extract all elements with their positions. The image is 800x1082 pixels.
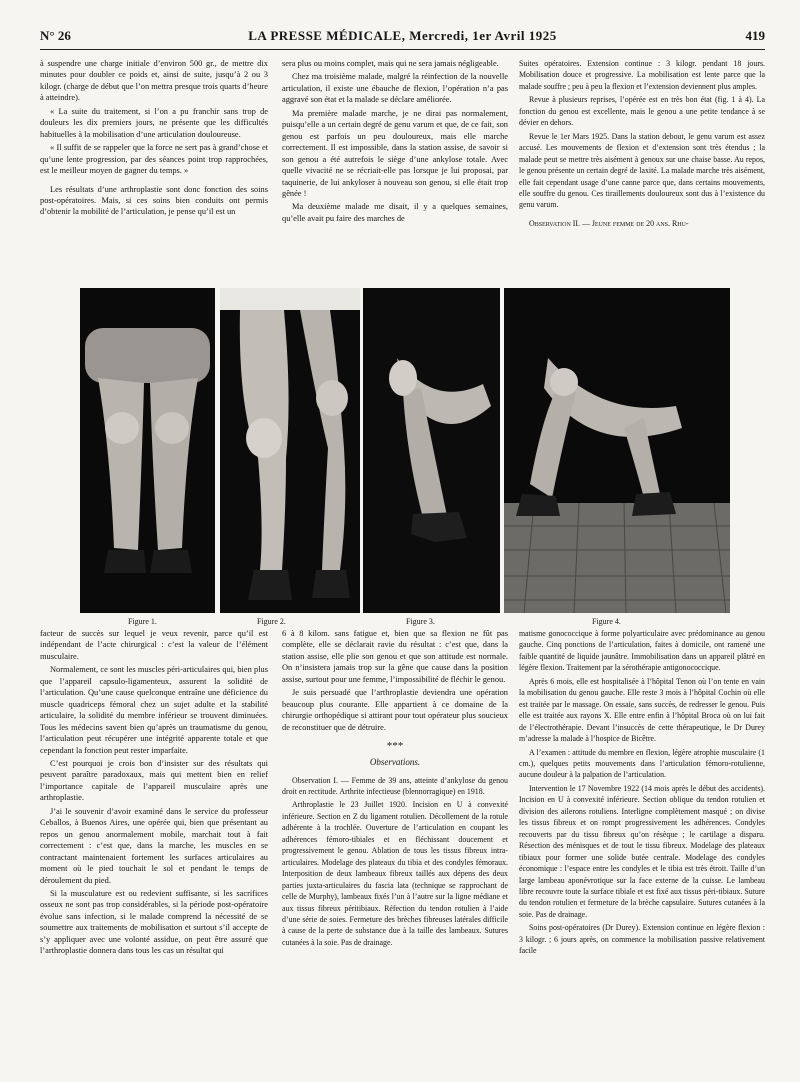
figure-1-photo: [80, 288, 215, 613]
journal-title: LA PRESSE MÉDICALE, Mercredi, 1er Avril 1925: [248, 28, 557, 43]
column-3-bottom: [519, 628, 765, 1068]
figure-4-photo: [504, 288, 730, 613]
figure-strip: [80, 288, 730, 613]
paragraph: Suites opératoires. Extension continue : 3 kilogr. pendant 18 jours. Mobilisation douce et progressive. La mobilisation est lente parce que la malade souffre ; peu à peu la flexion et l’extension deviennent plus amples.: [519, 59, 765, 91]
column-2-bottom: [282, 628, 508, 1068]
section-heading: Observations.: [369, 757, 421, 768]
paragraph: Soins post-opératoires (Dr Durey). Extension continue en légère flexion : 3 kilogr. ; 6 jours après, on commence la mobilisation passive relativement facile: [519, 923, 765, 956]
paragraph: C’est pourquoi je crois bon d’insister sur des résultats qui peuvent paraître paradoxaux, mais qui mettent bien en relief l’importance capitale de l’appareil musculaire après une arthroplastie.: [40, 758, 268, 803]
paragraph: Intervention le 17 Novembre 1922 (14 mois après le début des accidents). Incision en U à convexité inférieure. Section oblique du tendon rotulien et division des ailerons rotuliens. Interligne complètement masqué ; on divise les tissus fibreux et on rompt progressivement les adhérences. Condyles recouverts par du tissu fibreux qu’on résèque ; le cartilage a disparu. Résection des ménisques et de tout le tissu fibreux. Modelage des plateaux tibiaux pour former une solide butée centrale. Modelage des condyles économique : l’espace entre les condyles et le tibia est très étroit. Taille d’un large lambeau aponévrotique sur la face externe de la cuisse. Le lambeau libre recouvre toute la surface tibiale et est fixé aux tissus péri-tibiaux. Suture du tendon rotulien et fermeture de la brèche capsulaire. Sutures cutanées à la soie. Pas de drainage.: [519, 783, 765, 919]
paragraph: Je suis persuadé que l’arthroplastie deviendra une opération beaucoup plus courante. Elle appartient à ce domaine de la chirurgie orthopédique si attirant pour tout opérateur plus soucieux de reconstituer que de détruire.: [282, 688, 508, 732]
paragraph: Les résultats d’une arthroplastie sont donc fonction des soins post-opératoires. Mais, si ces soins bien conduits ont permis d’obtenir la mobilité de l’articulation, je pense qu’il est un: [40, 184, 268, 217]
column-2-top: [282, 58, 508, 283]
paragraph: Revue à plusieurs reprises, l’opérée est en très bon état (fig. 1 à 4). La fonction du genou est excellente, mais le genou a une petite tendance à se dévier en dehors.: [519, 95, 765, 128]
page-header: [40, 28, 765, 48]
column-1-bottom: [40, 628, 268, 1068]
paragraph: Ma deuxième malade me disait, il y a quelques semaines, qu’elle avait pu faire des marches de: [282, 202, 508, 223]
paragraph: facteur de succès sur lequel je veux revenir, parce qu’il est indépendant de l’acte chirurgical : c’est la valeur de l’élément musculaire.: [40, 629, 268, 661]
figure-2-caption: Figure 2.: [257, 617, 286, 626]
paragraph: 6 à 8 kilom. sans fatigue et, bien que sa flexion ne fût pas complète, elle se déclarait ravie du résultat : c’est que, dans la station assise, elle plie son genou et que son attitude est normale. On n’insistera jamais trop sur la gêne que cause dans la position assise, surtout pour une femme, l’impossibilité de fléchir le genou.: [282, 629, 508, 684]
figure-3-photo: [363, 288, 500, 613]
paragraph: matisme gonococcique à forme polyarticulaire avec prédominance au genou gauche. Cinq ponctions de l’articulation, faites à domicile, ont ramené une faible quantité de liquide jaunâtre. Immobilisation dans un appareil plâtré en légère flexion. Traitement par la sérothérapie antigonococcique.: [519, 629, 765, 673]
paragraph: J’ai le souvenir d’avoir examiné dans le service du professeur Ceballos, à Buenos Aires, une opérée qui, bien que présentant au repos un genou anormalement mobile, marchait tout à fait correctement : c’est que, dans la marche, les muscles en se contractant maintenaient fortement les surfaces articulaires au moment où le pied touchait le sol et pendant le temps de déroulement du pied.: [40, 806, 268, 885]
paragraph: Si la musculature est ou redevient suffisante, si les sacrifices osseux ne sont pas trop considérables, si la période post-opératoire évolue sans infection, si le malade comprend la nécessité de se soumettre aux traitements de mobilisation et surtout s’il accepte de s’y appliquer avec une volonté assidue, on peut être assuré que l’arthroplastie donnera dans tous les cas un résultat qui: [40, 888, 268, 956]
column-3-top: [519, 58, 765, 283]
paragraph: à suspendre une charge initiale d’environ 500 gr., de mettre dix minutes pour doubler ce poids et, ainsi de suite, jusqu’à 2 ou 3 kilogr. (charge de début que l’on mettra presque trois quarts d’heure à atteindre).: [40, 59, 268, 103]
paragraph: « La suite du traitement, si l’on a pu franchir sans trop de douleurs les dix premiers jours, ne présente que les difficultés habituelles à la mobilisation d’une articulation douloureuse.: [40, 106, 268, 139]
paragraph: Ma première malade marche, je ne dirai pas normalement, puisqu’elle a un certain degré de genu varum et que, de ce fait, son genou est parfois un peu douloureux, mais elle marche correctement. Il est impossible, dans la station assise, de savoir si son genou a été autrefois le siège d’une ankylose totale. Avec quelle vivacité ne se récriait-elle pas lorsque je lui proposai, par taquinerie, de lui ankyloser à nouveau son genou, si elle était trop gênée !: [282, 108, 508, 198]
figure-2-photo: [220, 288, 360, 613]
column-1-top: [40, 58, 268, 283]
figure-3-caption: Figure 3.: [406, 617, 435, 626]
page-number-right: 419: [745, 28, 765, 43]
header-rule: [40, 49, 765, 50]
paragraph: Normalement, ce sont les muscles péri-articulaires qui, bien plus que l’appareil capsulo-ligamenteux, assurent la solidité de l’articulation. Qu’une cause quelconque entraîne une déficience du muscle quadriceps fémoral chez un sujet adulte et la stabilité articulaire, la solidité du membre inférieur se trouvent diminuées. Tous les médecins savent bien qu’après un traumatisme du genou, l’articulation peut récupérer une intégrité apparente totale et que cependant la fonction peut rester imparfaite.: [40, 665, 268, 755]
paragraph: Après 6 mois, elle est hospitalisée à l’hôpital Tenon où l’on tente en vain la mobilisation du genou gauche. Elle reste 3 mois à l’hôpital Cochin où elle est traitée par le massage. On essaie, sans succès, de redresser le genou. Puis elle est traitée aux rayons X. Elle entre enfin à l’hôpital Broca où on lui fait de l’électrothérapie. Devant l’insuccès de cette thérapeutique, le Dr Durey m’adresse la malade à l’hospice de Bicêtre.: [519, 676, 765, 744]
figure-1-caption: Figure 1.: [128, 617, 157, 626]
paragraph: sera plus ou moins complet, mais qui ne sera jamais négligeable.: [282, 59, 499, 68]
paragraph: Revue le 1er Mars 1925. Dans la station debout, le genu varum est assez accusé. Les mouvements de flexion et d’extension sont très étendus ; la malade peut se mettre très aisément à genoux sur une chaise basse. Au repos, le genou présente un certain degré de laxité. La malade marche très aisément, elle fait cependant usage d’une canne parce que, dans certains mouvements, elle souffre du genou. Ces tiraillements douloureux sont dus à l’existence du genu varum.: [519, 131, 765, 210]
section-ornament: ***: [386, 740, 404, 753]
paragraph: Chez ma troisième malade, malgré la réinfection de la nouvelle articulation, il existe une ébauche de flexion, l’opération n’a pas aggravé son état et la malade se déclare améliorée.: [282, 72, 508, 105]
paragraph: Observation II. — Jeune femme de 20 ans. Rhu-: [529, 218, 689, 228]
paragraph: A l’examen : attitude du membre en flexion, légère atrophie musculaire (1 cm.), quelques petits mouvements dans l’articulation fémoro-rotulienne, aucune douleur à la palpation de l’articulation.: [519, 747, 765, 780]
figure-4-caption: Figure 4.: [592, 617, 621, 626]
page-number-left: N° 26: [40, 28, 71, 43]
paragraph: « Il suffit de se rappeler que la force ne sert pas à grand’chose et qu’une lente progression, par des séances point trop rapprochées, est le meilleur moyen de gagner du temps. »: [40, 143, 268, 176]
paragraph: Arthroplastie le 23 Juillet 1920. Incision en U à convexité inférieure. Section en Z du ligament rotulien. Décollement de la rotule adhérente à la trochlée. Ouverture de l’articulation en coupant les adhérences fémoro-tibiales et en fléchissant doucement et progressivement le genou. Ablation de tous les tissus fibreux intra-articulaires. Modelage des plateaux du tibia et des condyles fémoraux. Interposition de deux lambeaux fibreux taillés aux dépens des deux parties juxta-articulaires du fascia lata (technique se rapprochant de celle de Murphy), lambeaux fixés l’un à l’autre sur la ligne médiane et aux tissus fibreux péritibiaux. Réfection du tendon rotulien à l’aide d’une série de soies. Fermeture des brèches fibreuses latérales difficile à cause de la perte de substance due à la taille des lambeaux. Sutures cutanées à la soie. Pas de drainage.: [282, 800, 508, 947]
paragraph: Observation I. — Femme de 39 ans, atteinte d’ankylose du genou droit en rectitude. Arthrite infectieuse (blennorragique) en 1918.: [282, 775, 508, 796]
